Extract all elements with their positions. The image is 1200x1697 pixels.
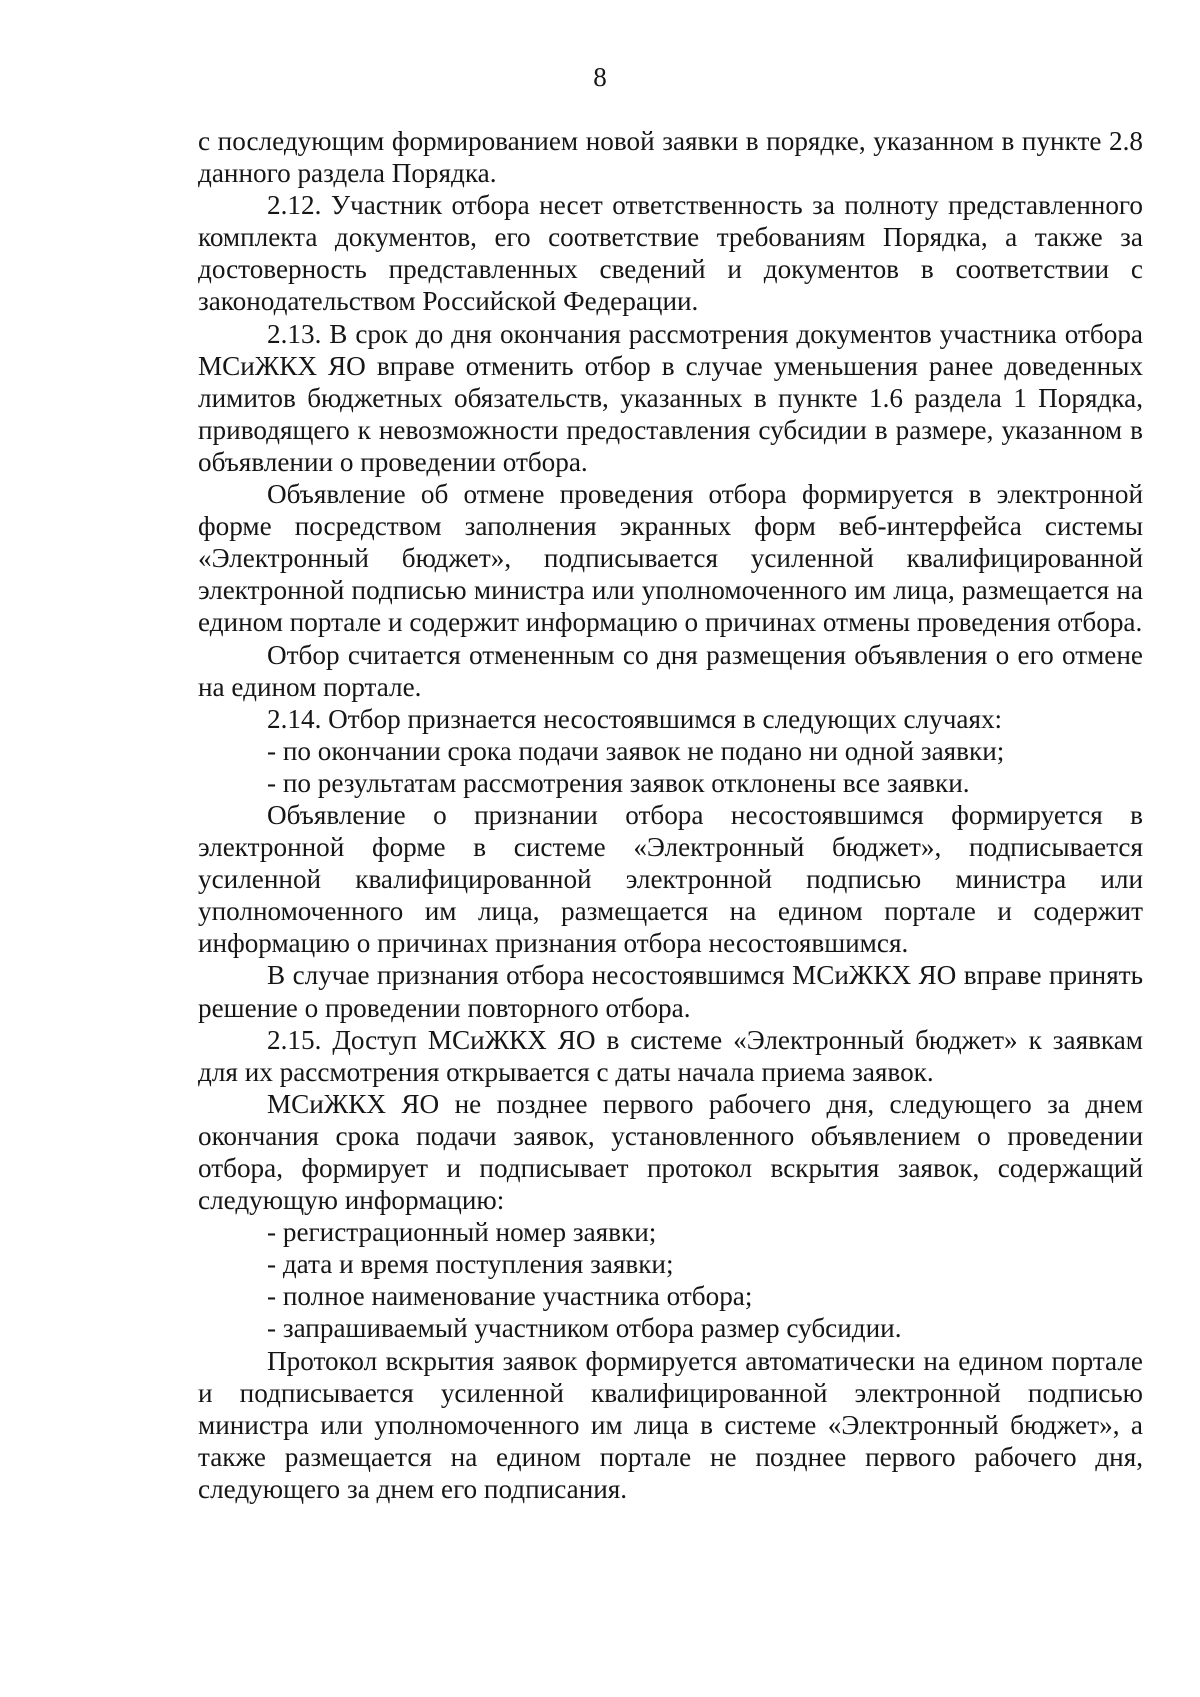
paragraph-failed-selection-notice: Объявление о признании отбора несостоявшимся формируется в электронной форме в системе «Электронный бюджет», подписывается усиленной квалифицированной электронной подписью министра или уполномоченного им лица, размещается на едином портале и содержит информацию о причинах признания отбора несостоявшимся. xyxy=(198,799,1143,959)
list-item-all-rejected: - по результатам рассмотрения заявок отклонены все заявки. xyxy=(267,767,970,798)
list-item-date-time: - дата и время поступления заявки; xyxy=(267,1249,674,1280)
paragraph-opening-protocol: МСиЖКХ ЯО не позднее первого рабочего дня, следующего за днем окончания срока подачи заявок, установленного объявлением о проведении отбора, формирует и подписывает протокол вскрытия заявок, содержащий следующую информацию: xyxy=(198,1088,1143,1216)
list-item-subsidy-amount: - запрашиваемый участником отбора размер субсидии. xyxy=(267,1313,902,1344)
paragraph-2-14: 2.14. Отбор признается несостоявшимся в следующих случаях: xyxy=(267,703,1003,734)
paragraph-2-13: 2.13. В срок до дня окончания рассмотрения документов участника отбора МСиЖКХ ЯО вправе отменить отбор в случае уменьшения ранее доведенных лимитов бюджетных обязательств, указанных в пункте 1.6 раздела 1 Порядка, приводящего к невозможности предоставления субсидии в размере, указанном в объявлении о проведении отбора. xyxy=(198,318,1143,477)
paragraph-2-15: 2.15. Доступ МСиЖКХ ЯО в системе «Электронный бюджет» к заявкам для их рассмотрения открывается с даты начала приема заявок. xyxy=(198,1024,1143,1087)
paragraph-2-12: 2.12. Участник отбора несет ответственность за полноту представленного комплекта документов, его соответствие требованиям Порядка, а также за достоверность представленных сведений и документов в соответствии с законодательством Российской Федерации. xyxy=(198,190,1143,317)
paragraph-cancellation-effective: Отбор считается отмененным со дня размещения объявления о его отмене на едином портале. xyxy=(198,639,1143,702)
document-body xyxy=(198,125,1143,1505)
list-item-participant-name: - полное наименование участника отбора; xyxy=(267,1281,753,1312)
paragraph-protocol-publication: Протокол вскрытия заявок формируется автоматически на едином портале и подписывается усиленной квалифицированной электронной подписью министра или уполномоченного им лица в системе «Электронный бюджет», а также размещается на едином портале не позднее первого рабочего дня, следующего за днем его подписания. xyxy=(198,1345,1143,1504)
paragraph-repeat-selection: В случае признания отбора несостоявшимся МСиЖКХ ЯО вправе принять решение о проведении повторного отбора. xyxy=(198,960,1143,1023)
page-number: 8 xyxy=(593,62,607,92)
paragraph-cancellation-notice: Объявление об отмене проведения отбора формируется в электронной форме посредством заполнения экранных форм веб-интерфейса системы «Электронный бюджет», подписывается усиленной квалифицированной электронной подписью министра или уполномоченного им лица, размещается на едином портале и содержит информацию о причинах отмены проведения отбора. xyxy=(198,479,1143,638)
list-item-no-applications: - по окончании срока подачи заявок не подано ни одной заявки; xyxy=(267,735,1005,766)
paragraph-continuation: с последующим формированием новой заявки в порядке, указанном в пункте 2.8 данного раздела Порядка. xyxy=(198,126,1143,189)
list-item-registration-number: - регистрационный номер заявки; xyxy=(267,1217,657,1248)
